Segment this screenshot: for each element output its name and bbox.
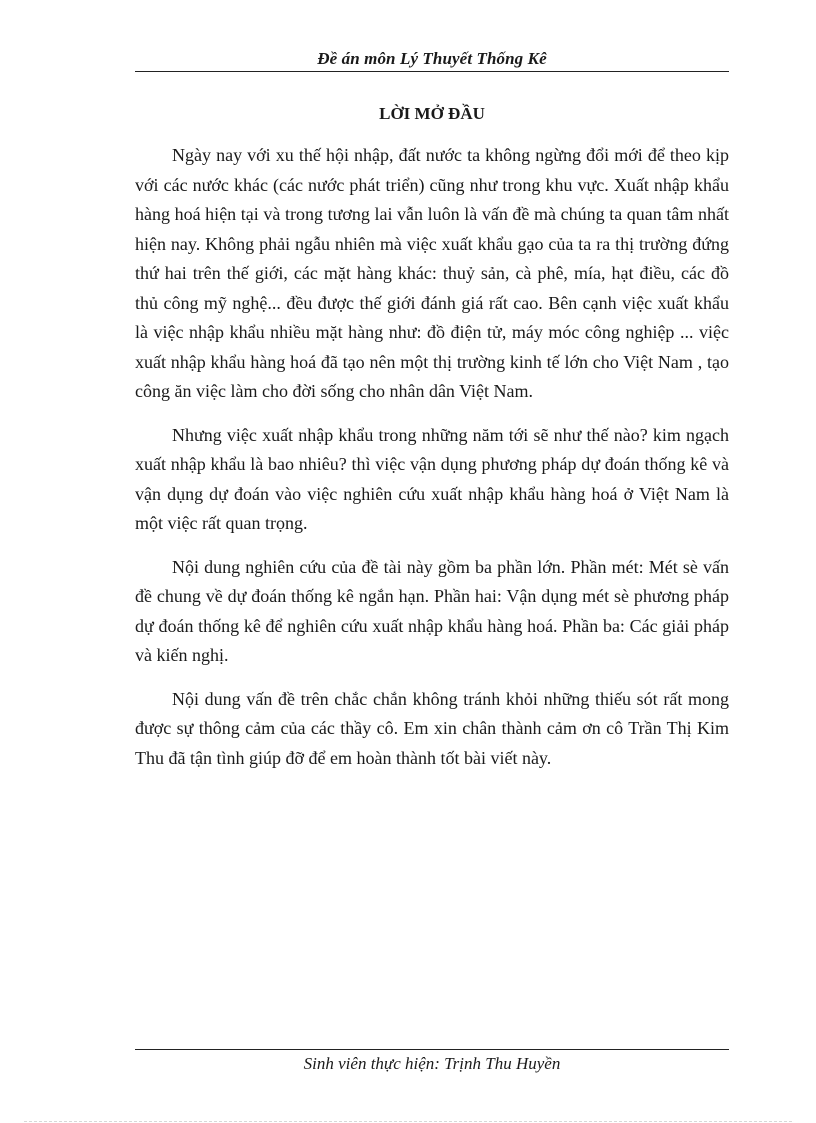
page-break-line <box>24 1121 792 1122</box>
body-text <box>135 141 729 787</box>
page-footer-text: Sinh viên thực hiện: Trịnh Thu Huyền <box>303 1054 561 1073</box>
header-divider <box>135 71 729 72</box>
footer-divider <box>135 1049 729 1050</box>
paragraph-1: Ngày nay với xu thế hội nhập, đất nước ta không ngừng đổi mới để theo kịp với các nước khác (các nước phát triển) cũng như trong khu vực. Xuất nhập khẩu hàng hoá hiện tại và trong tương lai vẫn luôn là vấn đề mà chúng ta quan tâm nhất hiện nay. Không phải ngẫu nhiên mà việc xuất khẩu gạo của ta ra thị trường đứng thứ hai trên thế giới, các mặt hàng khác: thuỷ sản, cà phê, mía, hạt điều, các đồ thủ công mỹ nghệ... đều được thế giới đánh giá rất cao. Bên cạnh việc xuất khẩu là việc nhập khẩu nhiều mặt hàng như: đồ điện tử, máy móc công nghiệp ... việc xuất nhập khẩu hàng hoá đã tạo nên một thị trường kinh tế lớn cho Việt Nam , tạo công ăn việc làm cho đời sống cho nhân dân Việt Nam. <box>135 145 729 401</box>
page-header-title: Đề án môn Lý Thuyết Thống Kê <box>317 49 547 68</box>
paragraph-4: Nội dung vấn đề trên chắc chắn không tránh khỏi những thiếu sót rất mong được sự thông cảm của các thầy cô. Em xin chân thành cảm ơn cô Trần Thị Kim Thu đã tận tình giúp đỡ để em hoàn thành tốt bài viết này. <box>135 688 729 768</box>
section-title: LỜI MỞ ĐẦU <box>379 104 485 123</box>
paragraph-3: Nội dung nghiên cứu của đề tài này gồm ba phần lớn. Phần mét: Mét sè vấn đề chung về dự đoán thống kê ngắn hạn. Phần hai: Vận dụng mét sè phương pháp dự đoán thống kê để nghiên cứu xuất nhập khẩu hàng hoá. Phần ba: Các giải pháp và kiến nghị. <box>135 556 729 665</box>
paragraph-2: Nhưng việc xuất nhập khẩu trong những năm tới sẽ như thế nào? kim ngạch xuất nhập khẩu là bao nhiêu? thì việc vận dụng phương pháp dự đoán thống kê và vận dụng dự đoán vào việc nghiên cứu xuất nhập khẩu hàng hoá ở Việt Nam là một việc rất quan trọng. <box>135 424 729 533</box>
